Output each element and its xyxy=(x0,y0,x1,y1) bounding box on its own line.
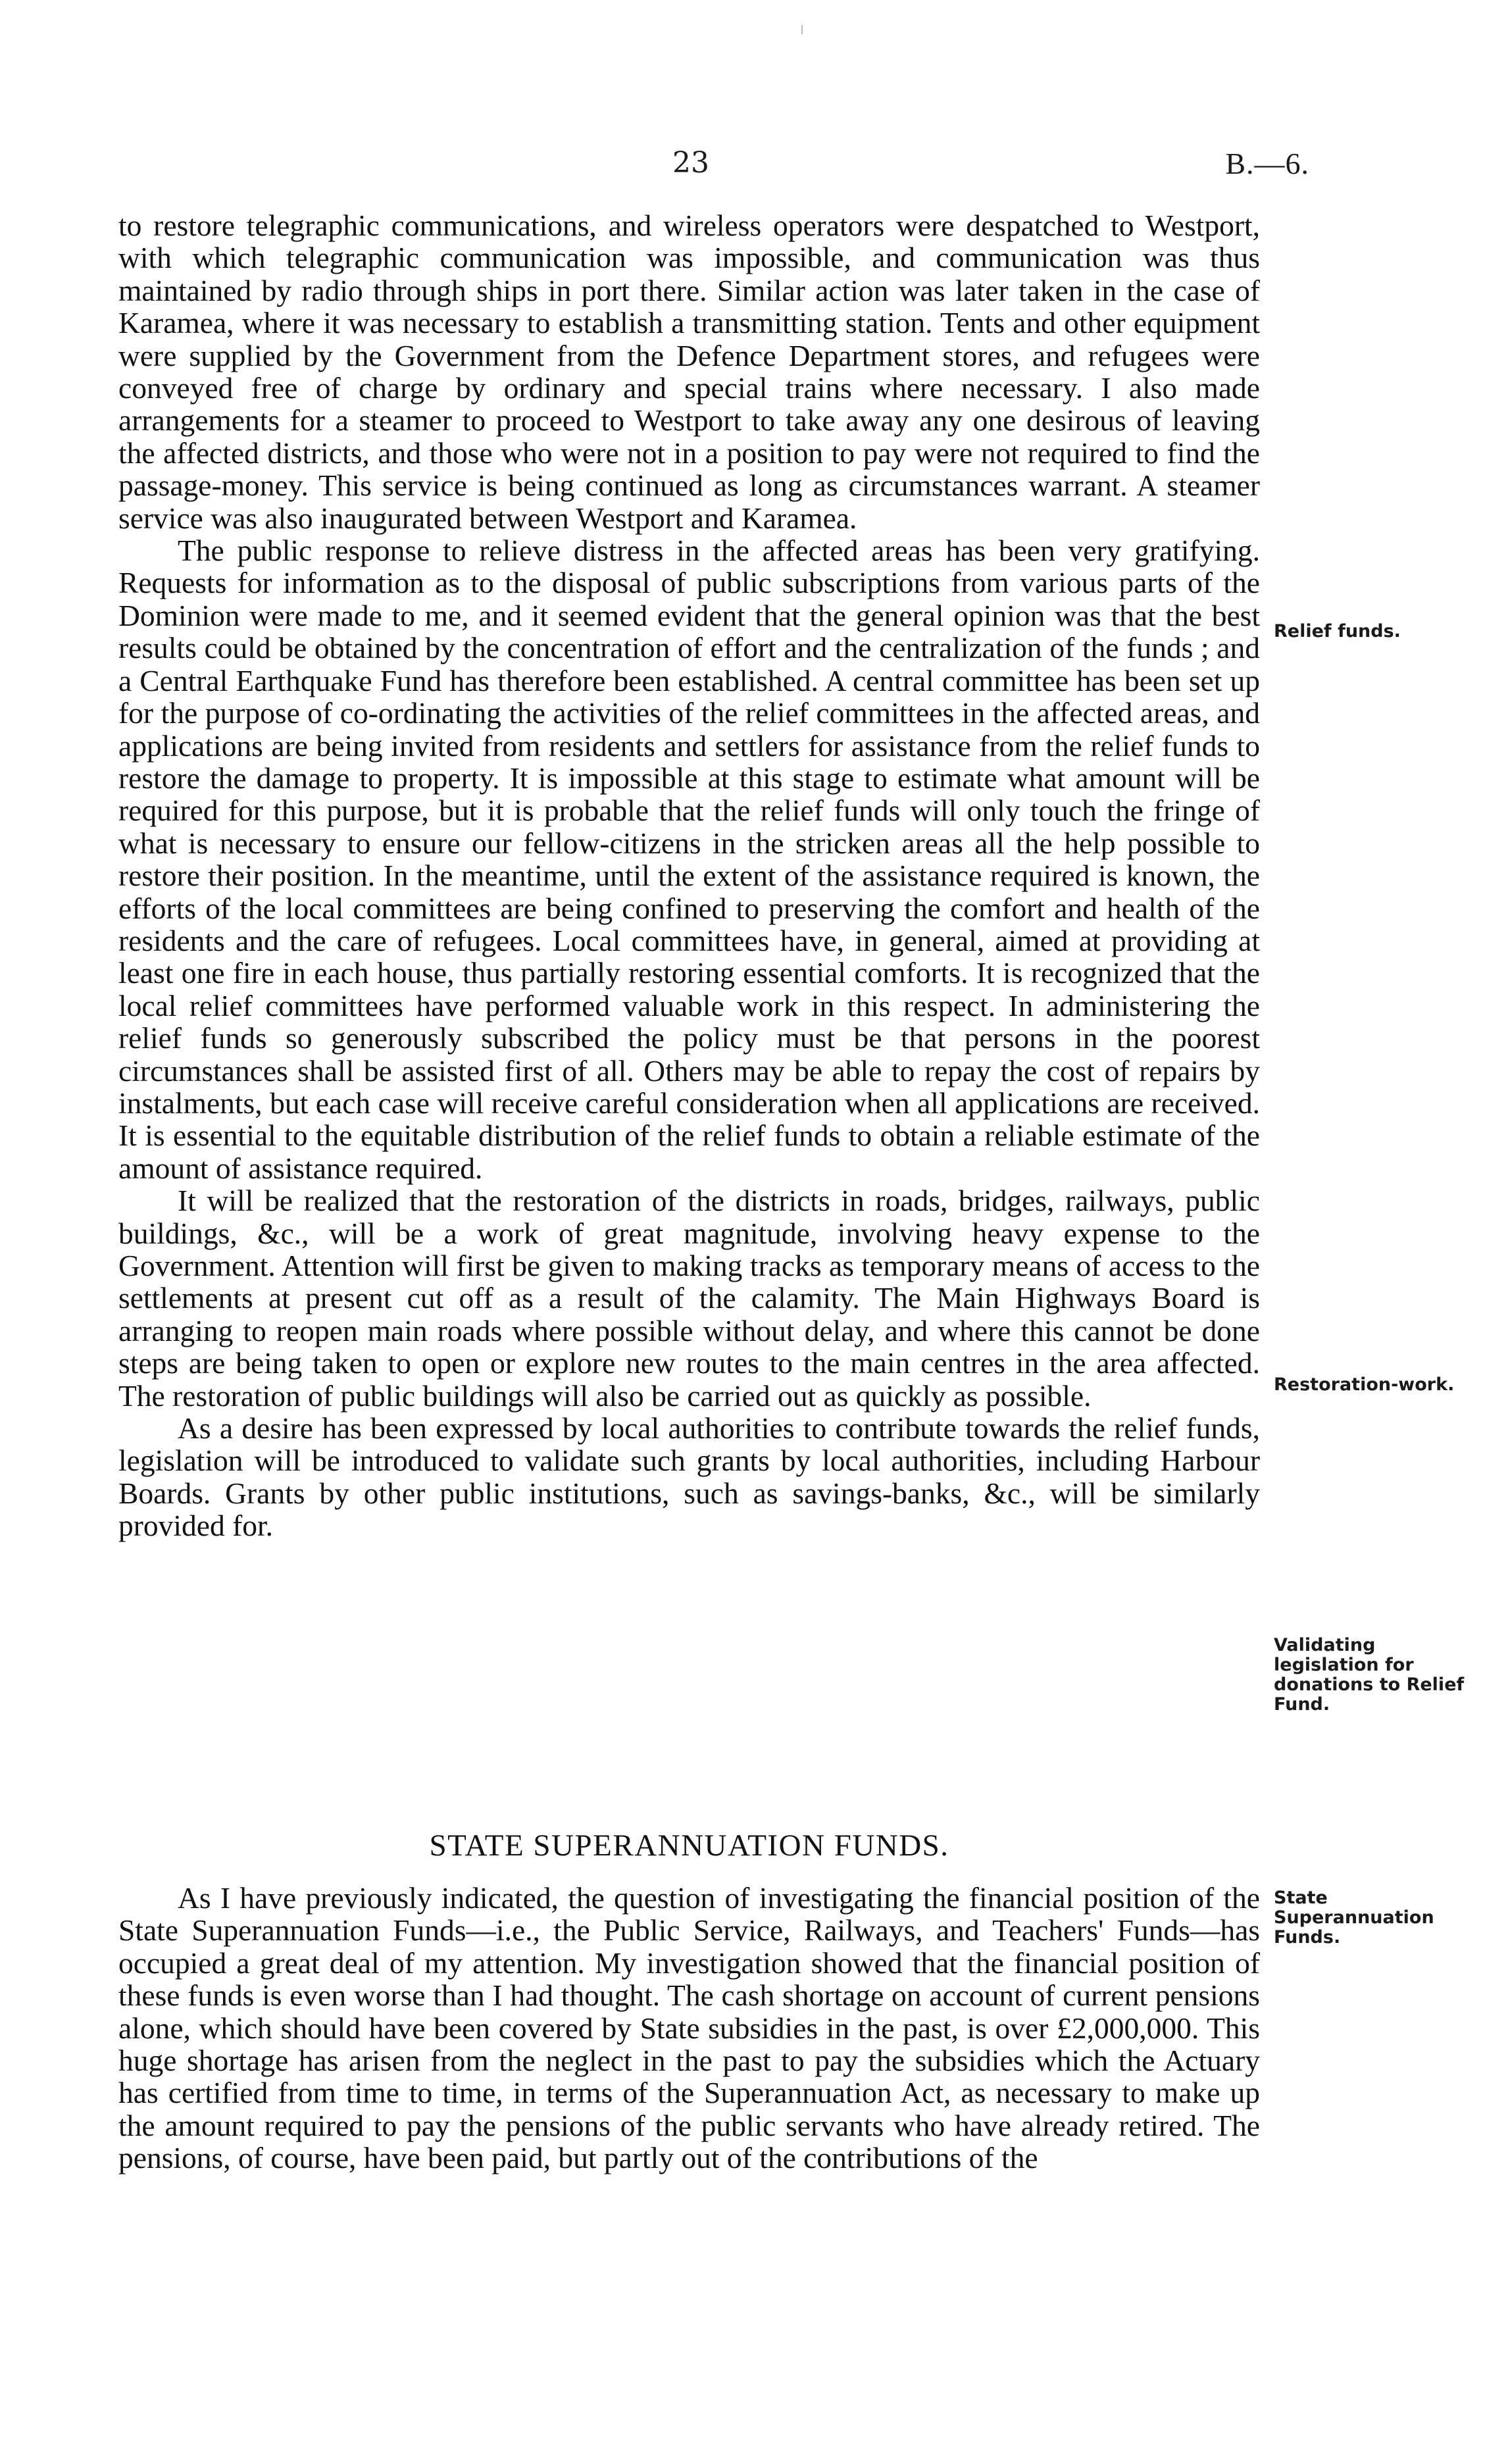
paragraph-state-superannuation: As I have previously indicated, the question of investigating the financial position of the State Superannuation Funds—i.e., the Public Service, Railways, and Teachers' Funds—has occupied a great deal of my attention. My investigation showed that the financial position of these funds is even worse than I had thought. The cash shortage on account of current pensions alone, which should have been covered by State subsidies in the past, is over £2,000,000. This huge shortage has arisen from the neglect in the past to pay the subsidies which the Actuary has certified from time to time, in terms of the Superannuation Act, as necessary to make up the amount required to pay the pensions of the public servants who have already retired. The pensions, of course, have been paid, but partly out of the contributions of the xyxy=(118,1881,1260,2175)
body-text-block xyxy=(118,209,1260,1542)
paragraph-restoration-work: It will be realized that the restoration of the districts in roads, bridges, railways, public buildings, &c., will be a work of great magnitude, involving heavy expense to the Government. Attention will first be given to making tracks as temporary means of access to the settlements at present cut off as a result of the calamity. The Main Highways Board is arranging to reopen main roads where possible without delay, and where this cannot be done steps are being taken to open or explore new routes to the main centres in the area affected. The restoration of public buildings will also be carried out as quickly as possible. xyxy=(118,1184,1260,1413)
document-reference: B.—6. xyxy=(1225,147,1309,180)
section-heading: STATE SUPERANNUATION FUNDS. xyxy=(429,1828,949,1863)
page-header xyxy=(0,146,1508,192)
scan-mark xyxy=(801,25,803,34)
page-number: 23 xyxy=(672,146,709,180)
paragraph-communications: to restore telegraphic communications, and wireless operators were despatched to Westport, with which telegraphic communication was impossible, and communication was thus maintained by radio through ships in port there. Similar action was later taken in the case of Karamea, where it was necessary to establish a transmitting station. Tents and other equipment were supplied by the Government from the Defence Department stores, and refugees were conveyed free of charge by ordinary and special trains where necessary. I also made arrangements for a steamer to proceed to Westport to take away any one desirous of leaving the affected districts, and those who were not in a position to pay were not required to find the passage-money. This service is being continued as long as circumstances warrant. A steamer service was also inaugurated between Westport and Karamea. xyxy=(118,209,1260,535)
paragraph-relief-funds: The public response to relieve distress in the affected areas has been very gratifying. Requests for information as to the disposal of public subscriptions from various parts of the Dominion were made to me, and it seemed evident that the general opinion was that the best results could be obtained by the concentration of effort and the centralization of the funds ; and a Central Earthquake Fund has therefore been established. A central committee has been set up for the purpose of co-ordinating the activities of the relief committees in the affected areas, and applications are being invited from residents and settlers for assistance from the relief funds to restore the damage to property. It is impossible at this stage to estimate what amount will be required for this purpose, but it is probable that the relief funds will only touch the fringe of what is necessary to ensure our fellow-citizens in the stricken areas all the help possible to restore their position. In the meantime, until the extent of the assistance required is known, the efforts of the local committees are being confined to preserving the comfort and health of the residents and the care of refugees. Local committees have, in general, aimed at providing at least one fire in each house, thus partially restoring essential comforts. It is recognized that the local relief committees have performed valuable work in this respect. In administering the relief funds so generously subscribed the policy must be that persons in the poorest circumstances shall be assisted first of all. Others may be able to repay the cost of repairs by instalments, but each case will receive careful consideration when all applications are received. It is essential to the equitable distribution of the relief funds to obtain a reliable estimate of the amount of assistance required. xyxy=(118,534,1260,1185)
margin-note-relief-funds: Relief funds. xyxy=(1274,621,1401,641)
paragraph-validating-legislation: As a desire has been expressed by local authorities to contribute towards the relief funds, legislation will be introduced to validate such grants by local authorities, including Harbour Boards. Grants by other public institutions, such as savings-banks, &c., will be similarly provided for. xyxy=(118,1411,1260,1543)
margin-note-restoration-work: Restoration-work. xyxy=(1274,1374,1455,1395)
section-body-block xyxy=(118,1882,1260,2175)
margin-note-state-superannuation: State Superannuation Funds. xyxy=(1274,1888,1434,1948)
margin-note-validating-legislation: Validating legislation for donations to Relief Fund. xyxy=(1274,1635,1465,1715)
